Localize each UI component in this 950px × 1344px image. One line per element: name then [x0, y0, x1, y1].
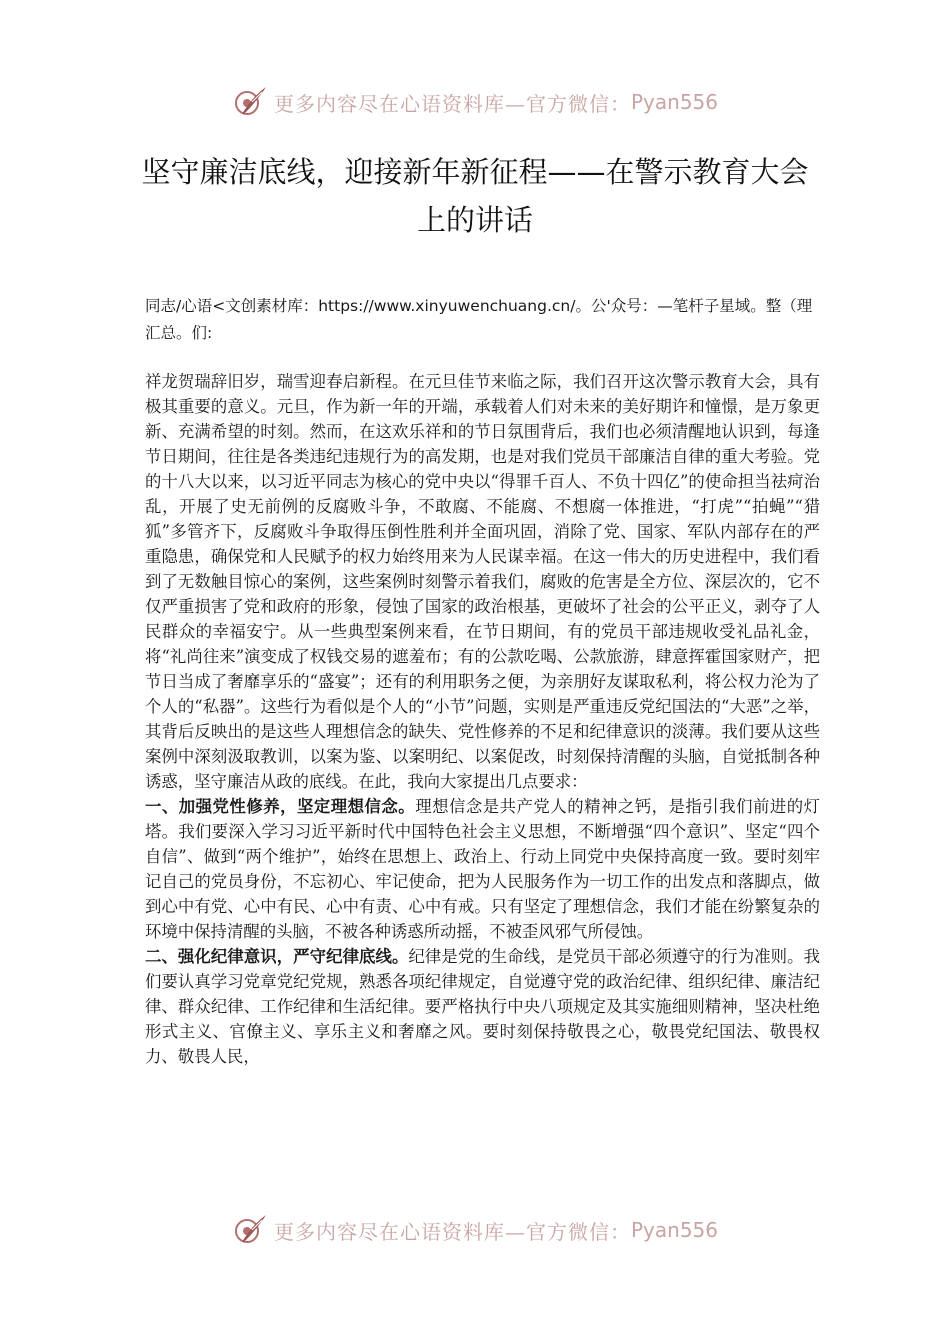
point-one-text: 理想信念是共产党人的精神之钙，是指引我们前进的灯塔。我们要深入学习习近平新时代中国特色社会主义思想，不断增强“四个意识”、坚定“四个自信”、做到“两个维护”，始终在思想上、政治上、行动上同党中央保持高度一致。要时刻牢记自己的党员身份，不忘初心、牢记使命，把为人民服务作为一切工作的出发点和落脚点，做到心中有党、心中有民、心中有责、心中有戒。只有坚定了理想信念，我们才能在纷繁复杂的环境中保持清醒的头脑，不被各种诱惑所动摇，不被歪风邪气所侵蚀。	[145, 797, 821, 941]
source-note: 同志/心语<文创素材库：https://www.xinyuwenchuang.cn/。公'众号：—笔杆子星域。整（理汇总。们:	[145, 297, 813, 342]
point-two-heading: 二、强化纪律意识，严守纪律底线。	[145, 947, 409, 966]
document-title: 坚守廉洁底线，迎接新年新征程——在警示教育大会上的讲话	[141, 155, 809, 237]
point-one-paragraph	[145, 794, 820, 944]
banner-handle: Pyan556	[630, 1218, 718, 1242]
quill-logo-icon	[232, 84, 268, 120]
banner-text: 更多内容尽在心语资料库—官方微信：	[273, 1219, 631, 1244]
banner-text: 更多内容尽在心语资料库—官方微信：	[273, 91, 631, 116]
point-two-paragraph	[145, 944, 820, 1069]
point-one-heading: 一、加强党性修养，坚定理想信念。	[145, 797, 416, 816]
point-two-text: 纪律是党的生命线，是党员干部必须遵守的行为准则。我们要认真学习党章党纪党规，熟悉各项纪律规定，自觉遵守党的政治纪律、组织纪律、廉洁纪律、群众纪律、工作纪律和生活纪律。要严格执行中央八项规定及其实施细则精神，坚决杜绝形式主义、官僚主义、享乐主义和奢靡之风。要时刻保持敬畏之心，敬畏党纪国法、敬畏权力、敬畏人民，	[145, 947, 821, 1066]
intro-paragraph: 祥龙贺瑞辞旧岁，瑞雪迎春启新程。在元旦佳节来临之际，我们召开这次警示教育大会，具有极其重要的意义。元旦，作为新一年的开端，承载着人们对未来的美好期许和憧憬，是万象更新、充满希望的时刻。然而，在这欢乐祥和的节日氛围背后，我们也必须清醒地认识到，每逢节日期间，往往是各类违纪违规行为的高发期，也是对我们党员干部廉洁自律的重大考验。党的十八大以来，以习近平同志为核心的党中央以“得罪千百人、不负十四亿”的使命担当祛疴治乱，开展了史无前例的反腐败斗争，不敢腐、不能腐、不想腐一体推进，“打虎”“拍蝇”“猎狐”多管齐下，反腐败斗争取得压倒性胜利并全面巩固，消除了党、国家、军队内部存在的严重隐患，确保党和人民赋予的权力始终用来为人民谋幸福。在这一伟大的历史进程中，我们看到了无数触目惊心的案例，这些案例时刻警示着我们，腐败的危害是全方位、深层次的，它不仅严重损害了党和政府的形象，侵蚀了国家的政治根基，更破坏了社会的公平正义，剥夺了人民群众的幸福安宁。从一些典型案例来看，在节日期间，有的党员干部违规收受礼品礼金，将“礼尚往来”演变成了权钱交易的遮羞布；有的公款吃喝、公款旅游，肆意挥霍国家财产，把节日当成了奢靡享乐的“盛宴”；还有的利用职务之便，为亲朋好友谋取私利，将公权力沦为了个人的“私器”。这些行为看似是个人的“小节”问题，实则是严重违反党纪国法的“大恶”之举，其背后反映出的是这些人理想信念的缺失、党性修养的不足和纪律意识的淡薄。我们要从这些案例中深刻汲取教训，以案为鉴、以案明纪、以案促改，时刻保持清醒的头脑，自觉抵制各种诱惑，坚守廉洁从政的底线。在此，我向大家提出几点要求：	[145, 372, 820, 791]
footer-banner	[0, 1208, 950, 1252]
document-body	[145, 369, 820, 1069]
header-banner	[0, 80, 950, 124]
banner-handle: Pyan556	[630, 90, 718, 114]
quill-logo-icon	[232, 1212, 268, 1248]
